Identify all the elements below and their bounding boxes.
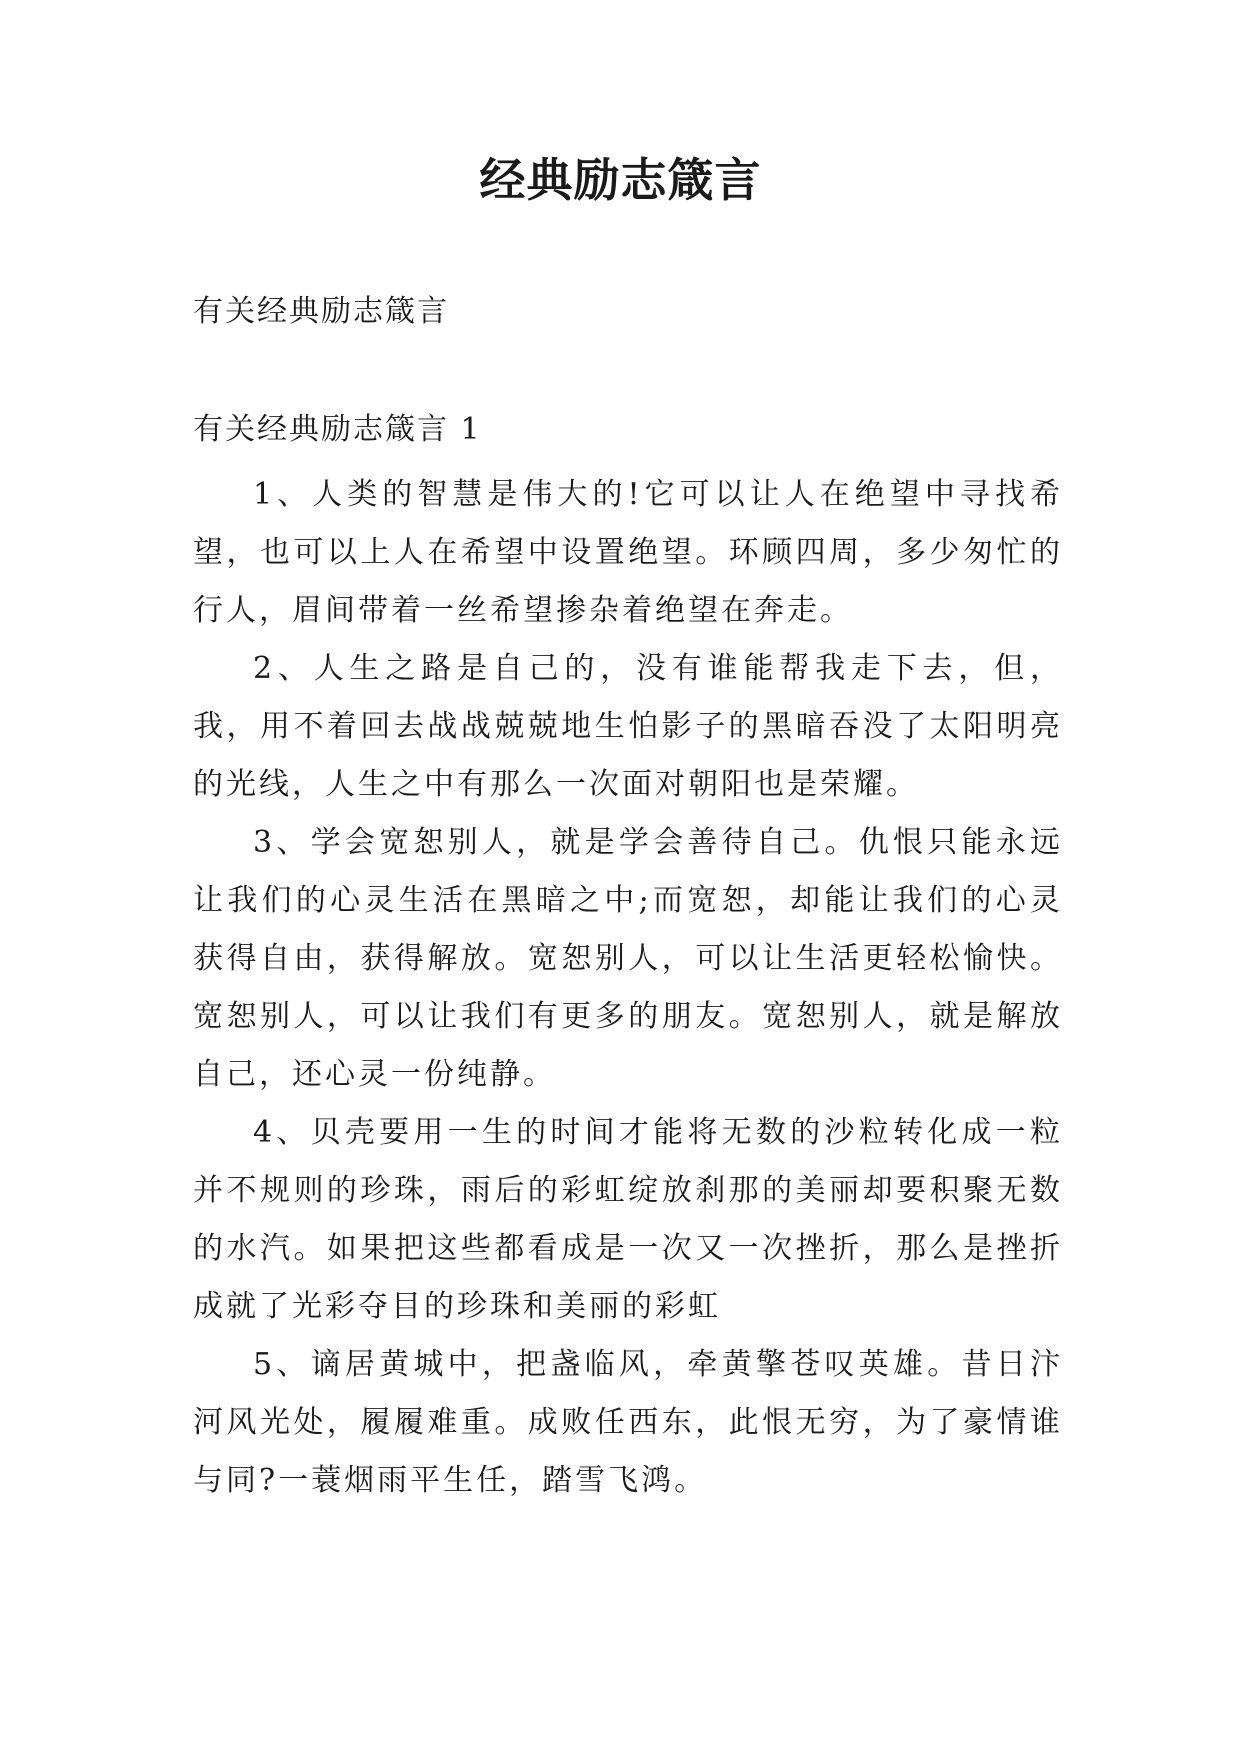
document-body <box>193 466 1063 1510</box>
paragraph-2: 2、人生之路是自己的，没有谁能帮我走下去，但，我，用不着回去战战兢兢地生怕影子的黑暗吞没了太阳明亮的光线，人生之中有那么一次面对朝阳也是荣耀。 <box>193 651 1063 802</box>
paragraph-1: 1、人类的智慧是伟大的!它可以让人在绝望中寻找希望，也可以上人在希望中设置绝望。环顾四周，多少匆忙的行人，眉间带着一丝希望掺杂着绝望在奔走。 <box>193 477 1063 628</box>
paragraph-5: 5、谪居黄城中，把盏临风，牵黄擎苍叹英雄。昔日汴河风光处，履履难重。成败任西东，此恨无穷，为了豪情谁与同?一蓑烟雨平生任，踏雪飞鸿。 <box>193 1347 1063 1498</box>
paragraph-3: 3、学会宽恕别人，就是学会善待自己。仇恨只能永远让我们的心灵生活在黑暗之中;而宽恕，却能让我们的心灵获得自由，获得解放。宽恕别人，可以让生活更轻松愉快。宽恕别人，可以让我们有更多的朋友。宽恕别人，就是解放自己，还心灵一份纯静。 <box>193 825 1063 1092</box>
section-heading: 有关经典励志箴言 1 <box>193 412 482 447</box>
document-subtitle: 有关经典励志箴言 <box>193 294 449 329</box>
paragraph-4: 4、贝壳要用一生的时间才能将无数的沙粒转化成一粒并不规则的珍珠，雨后的彩虹绽放刹那的美丽却要积聚无数的水汽。如果把这些都看成是一次又一次挫折，那么是挫折成就了光彩夺目的珍珠和美丽的彩虹 <box>193 1115 1063 1324</box>
document-title: 经典励志箴言 <box>479 153 762 207</box>
